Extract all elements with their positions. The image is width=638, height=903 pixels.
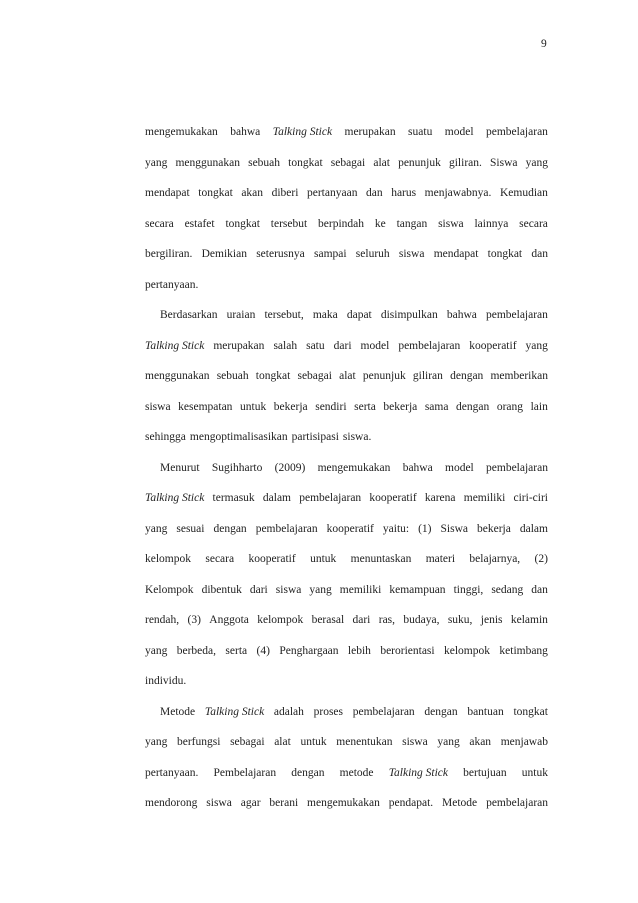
word: materi xyxy=(425,553,456,565)
word: Menurut xyxy=(160,461,200,474)
text-line xyxy=(145,605,548,636)
italic-term: Talking Stick xyxy=(145,339,205,352)
word: model xyxy=(444,126,474,138)
italic-term: Talking Stick xyxy=(204,705,265,718)
word: Siswa xyxy=(440,522,468,535)
word: bahwa xyxy=(402,461,433,474)
text-line xyxy=(145,209,548,240)
word: pendapat. xyxy=(388,797,434,809)
text-line xyxy=(145,788,548,819)
word: kemampuan xyxy=(389,583,446,596)
word: dan xyxy=(531,583,548,596)
text-line xyxy=(145,117,548,148)
word: kelompok xyxy=(444,644,490,657)
word: kooperatif xyxy=(326,522,374,535)
word: siswa xyxy=(275,583,302,596)
word: yang xyxy=(145,522,168,535)
word: model xyxy=(360,339,390,352)
page-number: 9 xyxy=(541,38,547,50)
word: bergiliran. xyxy=(145,248,193,260)
word: uraian xyxy=(226,309,256,321)
word: penunjuk xyxy=(398,156,441,169)
word: tongkat xyxy=(288,156,323,169)
word: suatu xyxy=(408,126,433,138)
word: belajarnya, xyxy=(469,553,521,565)
word: menjawab xyxy=(500,736,548,748)
word: siswa xyxy=(438,217,464,230)
word: individu. xyxy=(145,675,187,687)
word: maka xyxy=(312,309,338,321)
word: karena xyxy=(424,492,456,504)
text-line xyxy=(145,422,548,453)
word: secara xyxy=(145,217,174,230)
word: termasuk xyxy=(212,492,255,504)
word: model xyxy=(445,461,474,474)
word: partisipasi xyxy=(291,431,339,443)
word: sama xyxy=(424,400,449,413)
word: siswa. xyxy=(342,431,372,443)
word: berfungsi xyxy=(177,736,221,748)
word: Sugihharto xyxy=(211,461,263,474)
word: yang xyxy=(145,736,168,748)
word: Pembelajaran xyxy=(213,766,277,779)
word: ras, xyxy=(378,614,396,626)
word: memberikan xyxy=(490,370,548,382)
word: pertanyaan xyxy=(307,187,358,199)
word: kelompok xyxy=(145,553,191,565)
word: Anggota xyxy=(209,614,249,626)
word: bantuan xyxy=(467,705,504,718)
word: mendapat xyxy=(433,248,479,260)
word: rendah, xyxy=(145,614,180,626)
word: menggunakan xyxy=(145,370,210,382)
text-line xyxy=(145,331,548,362)
word: mengemukakan xyxy=(145,126,218,138)
word: mengemukakan xyxy=(307,797,380,809)
word: bahwa xyxy=(446,309,477,321)
italic-term: Talking Stick xyxy=(272,126,333,138)
word: bekerja xyxy=(383,400,418,413)
word: berasal xyxy=(311,614,345,626)
word: penunjuk xyxy=(362,370,406,382)
word: berpindah xyxy=(318,217,365,230)
word: lain xyxy=(530,400,548,413)
word: budaya, xyxy=(403,614,440,626)
word: kelamin xyxy=(510,614,548,626)
word: memiliki xyxy=(463,492,506,504)
word: (1) xyxy=(418,522,432,535)
word: sedang xyxy=(491,583,524,596)
body-text xyxy=(145,117,548,819)
word: memiliki xyxy=(339,583,382,596)
text-line xyxy=(145,483,548,514)
word: kooperatif xyxy=(248,553,296,565)
word: yang xyxy=(525,339,548,352)
word: proses xyxy=(313,705,344,718)
text-line xyxy=(145,575,548,606)
word: mendorong xyxy=(145,797,198,809)
word: siswa xyxy=(398,248,425,260)
word: pembelajaran xyxy=(486,797,548,809)
italic-term: Talking Stick xyxy=(145,492,205,504)
word: alat xyxy=(339,370,356,382)
word: lainnya xyxy=(474,217,509,230)
word: untuk xyxy=(240,400,267,413)
word: sebagai xyxy=(330,156,366,169)
text-line xyxy=(145,300,548,331)
word: pembelajaran xyxy=(486,461,548,474)
word: agar xyxy=(240,797,261,809)
word: metode xyxy=(339,766,374,779)
word: sampai xyxy=(313,248,347,260)
word: sebuah xyxy=(248,156,281,169)
text-line xyxy=(145,392,548,423)
word: ketimbang xyxy=(499,644,548,657)
word: tongkat xyxy=(198,187,233,199)
word: yang xyxy=(309,583,332,596)
word: harus xyxy=(391,187,417,199)
word: disimpulkan xyxy=(380,309,438,321)
word: Metode xyxy=(160,705,196,718)
word: ke xyxy=(374,217,386,230)
word: berorientasi xyxy=(380,644,435,657)
word: Kemudian xyxy=(499,187,548,199)
word: bekerja xyxy=(273,400,308,413)
word: dengan xyxy=(291,766,325,779)
word: dan xyxy=(531,248,548,260)
word: kelompok xyxy=(257,614,304,626)
word: menjawabnya. xyxy=(424,187,492,199)
word: pembelajaran xyxy=(398,339,461,352)
text-line xyxy=(145,270,548,301)
word: untuk xyxy=(300,736,327,748)
word: dalam xyxy=(262,492,292,504)
word: tongkat xyxy=(255,370,291,382)
text-line xyxy=(145,544,548,575)
word: lebih xyxy=(347,644,371,657)
word: estafet xyxy=(184,217,215,230)
word: dibentuk xyxy=(201,583,242,596)
word: tersebut xyxy=(270,217,308,230)
word: dengan xyxy=(456,400,490,413)
word: suku, xyxy=(447,614,473,626)
word: tangan xyxy=(396,217,428,230)
word: yang xyxy=(437,736,460,748)
word: tongkat xyxy=(487,248,523,260)
word: orang xyxy=(496,400,524,413)
word: kesempatan xyxy=(178,400,233,413)
word: sebagai xyxy=(297,370,332,382)
word: pembelajaran xyxy=(299,492,362,504)
word: sebuah xyxy=(216,370,249,382)
word: seterusnya xyxy=(256,248,305,260)
word: dan xyxy=(366,187,383,199)
word: tersebut, xyxy=(264,309,304,321)
text-line xyxy=(145,148,548,179)
word: giliran. xyxy=(448,156,482,169)
word: Siswa xyxy=(490,156,518,169)
word: siswa xyxy=(206,797,232,809)
text-line xyxy=(145,758,548,789)
word: alat xyxy=(373,156,390,169)
word: yang xyxy=(145,644,168,657)
word: mengoptimalisasikan xyxy=(189,431,288,443)
word: dari xyxy=(249,583,268,596)
word: menentukan xyxy=(336,736,393,748)
word: yaitu: xyxy=(382,522,410,535)
word: serta xyxy=(225,644,248,657)
word: berani xyxy=(269,797,299,809)
word: seluruh xyxy=(355,248,390,260)
word: mendapat xyxy=(145,187,190,199)
word: (3) xyxy=(187,614,201,626)
word: mengemukakan xyxy=(317,461,391,474)
word: sehingga xyxy=(145,431,186,443)
word: ciri-ciri xyxy=(513,492,548,504)
word: Demikian xyxy=(201,248,247,260)
word: secara xyxy=(205,553,235,565)
word: pembelajaran xyxy=(485,126,548,138)
word: untuk xyxy=(521,766,548,779)
text-line xyxy=(145,697,548,728)
word: (4) xyxy=(256,644,270,657)
word: tongkat xyxy=(225,217,260,230)
word: secara xyxy=(519,217,548,230)
word: dapat xyxy=(346,309,372,321)
word: pembelajaran xyxy=(485,309,548,321)
word: Berdasarkan xyxy=(160,309,218,321)
word: bekerja xyxy=(477,522,511,535)
word: menggunakan xyxy=(175,156,240,169)
word: merupakan xyxy=(344,126,396,138)
word: Metode xyxy=(442,797,478,809)
word: yang xyxy=(145,156,168,169)
word: sesuai xyxy=(176,522,205,535)
word: diberi xyxy=(271,187,299,199)
text-line xyxy=(145,666,548,697)
word: (2) xyxy=(534,553,548,565)
word: sebagai xyxy=(230,736,265,748)
text-line xyxy=(145,727,548,758)
text-line xyxy=(145,239,548,270)
word: tinggi, xyxy=(453,583,484,596)
word: yang xyxy=(525,156,548,169)
word: jenis xyxy=(480,614,503,626)
word: alat xyxy=(274,736,291,748)
word: pertanyaan. xyxy=(145,278,199,291)
word: siswa xyxy=(402,736,428,748)
word: (2009) xyxy=(274,461,306,474)
word: bertujuan xyxy=(463,766,507,779)
text-line xyxy=(145,361,548,392)
word: dari xyxy=(352,614,371,626)
word: kooperatif xyxy=(369,492,417,504)
word: menuntaskan xyxy=(350,553,412,565)
word: satu xyxy=(306,339,325,352)
italic-term: Talking Stick xyxy=(388,766,448,779)
word: dengan xyxy=(424,705,458,718)
word: Kelompok xyxy=(145,583,194,596)
word: merupakan xyxy=(213,339,265,352)
word: dalam xyxy=(519,522,548,535)
text-line xyxy=(145,453,548,484)
text-line xyxy=(145,514,548,545)
word: dengan xyxy=(450,370,484,382)
text-line xyxy=(145,178,548,209)
word: bahwa xyxy=(230,126,261,138)
word: pembelajaran xyxy=(255,522,318,535)
word: pembelajaran xyxy=(352,705,415,718)
word: sendiri xyxy=(315,400,347,413)
word: untuk xyxy=(310,553,337,565)
word: berbeda, xyxy=(176,644,217,657)
word: serta xyxy=(354,400,376,413)
word: dengan xyxy=(213,522,247,535)
word: akan xyxy=(241,187,264,199)
word: siswa xyxy=(145,400,171,413)
word: kooperatif xyxy=(469,339,517,352)
word: Penghargaan xyxy=(279,644,339,657)
word: salah xyxy=(273,339,298,352)
word: akan xyxy=(469,736,492,748)
word: giliran xyxy=(412,370,443,382)
text-line xyxy=(145,636,548,667)
word: adalah xyxy=(273,705,304,718)
word: dari xyxy=(333,339,352,352)
word: pertanyaan. xyxy=(145,766,199,779)
word: tongkat xyxy=(513,705,548,718)
